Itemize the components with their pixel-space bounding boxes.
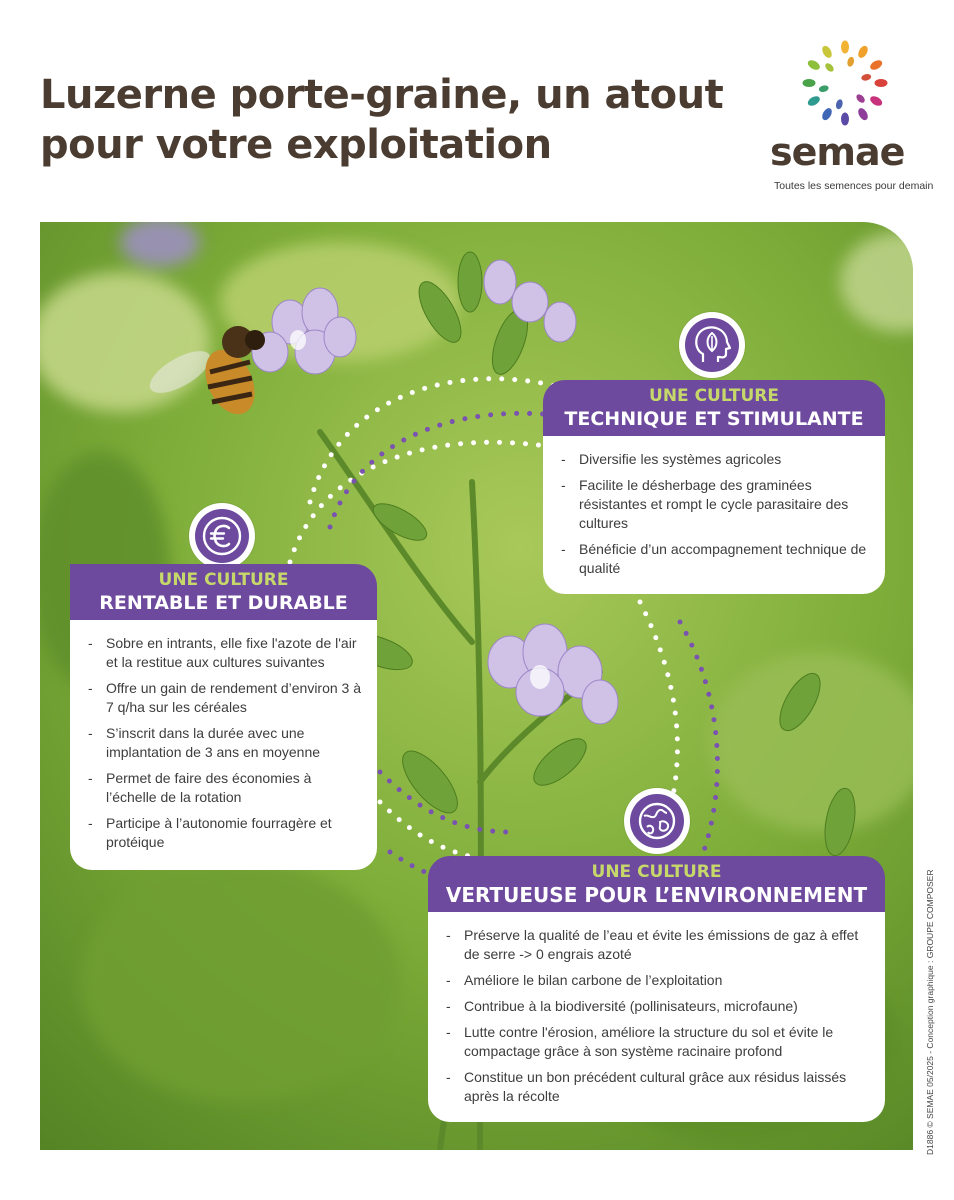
list-item: - Facilite le désherbage des graminées résistantes et rompt le cycle parasitaire des cultures <box>557 476 871 533</box>
euro-icon <box>195 509 249 563</box>
semae-logo <box>770 38 934 198</box>
side-credit: D1886 © SEMAE 05/2025 - Conception graphique : GROUPE COMPOSER <box>925 869 935 1155</box>
card-rentable-header <box>70 564 377 620</box>
list-item: - Diversifie les systèmes agricoles <box>557 450 871 469</box>
semae-tagline: Toutes les semences pour demain <box>774 180 934 192</box>
semae-wordmark: semae <box>770 130 905 174</box>
list-item: - Participe à l’autonomie fourragère et protéique <box>84 814 363 852</box>
card-environnement-header <box>428 856 885 912</box>
head-leaf-icon <box>685 318 739 372</box>
card-technique-heading: TECHNIQUE ET STIMULANTE <box>564 408 864 430</box>
list-item: - S’inscrit dans la durée avec une implantation de 3 ans en moyenne <box>84 724 363 762</box>
card-environnement-body <box>428 912 885 1122</box>
card-rentable-kicker: UNE CULTURE <box>158 570 289 590</box>
earth-globe-icon <box>630 794 684 848</box>
list-item: - Contribue à la biodiversité (pollinisateurs, microfaune) <box>442 997 871 1016</box>
environnement-badge <box>624 788 690 854</box>
page-title <box>40 70 723 170</box>
card-environnement-list <box>442 926 871 1106</box>
card-technique-list <box>557 450 871 578</box>
list-item: - Améliore le bilan carbone de l’exploitation <box>442 971 871 990</box>
card-technique-body <box>543 436 885 594</box>
card-technique-kicker: UNE CULTURE <box>649 386 779 406</box>
rentable-badge <box>189 503 255 569</box>
list-item: - Offre un gain de rendement d’environ 3 à 7 q/ha sur les céréales <box>84 679 363 717</box>
list-item: - Préserve la qualité de l’eau et évite les émissions de gaz à effet de serre -> 0 engrais azoté <box>442 926 871 964</box>
list-item: - Permet de faire des économies à l’échelle de la rotation <box>84 769 363 807</box>
card-environnement <box>428 856 885 1122</box>
card-environnement-heading: VERTUEUSE POUR L’ENVIRONNEMENT <box>445 883 868 907</box>
card-environnement-kicker: UNE CULTURE <box>591 862 722 882</box>
list-item: - Sobre en intrants, elle fixe l'azote de l'air et la restitue aux cultures suivantes <box>84 634 363 672</box>
card-technique-header <box>543 380 885 436</box>
card-technique <box>543 380 885 594</box>
title-line-1: Luzerne porte-graine, un atout <box>40 72 724 118</box>
list-item: - Bénéficie d’un accompagnement technique de qualité <box>557 540 871 578</box>
technique-badge <box>679 312 745 378</box>
card-rentable-body <box>70 620 377 870</box>
list-item: - Constitue un bon précédent cultural grâce aux résidus laissés après la récolte <box>442 1068 871 1106</box>
semae-flower-icon <box>800 38 890 128</box>
card-rentable-list <box>84 634 363 852</box>
title-line-2: pour votre exploitation <box>40 122 552 168</box>
card-rentable-heading: RENTABLE ET DURABLE <box>99 592 348 614</box>
list-item: - Lutte contre l'érosion, améliore la structure du sol et évite le compactage grâce à son système racinaire profond <box>442 1023 871 1061</box>
card-rentable <box>70 564 377 870</box>
